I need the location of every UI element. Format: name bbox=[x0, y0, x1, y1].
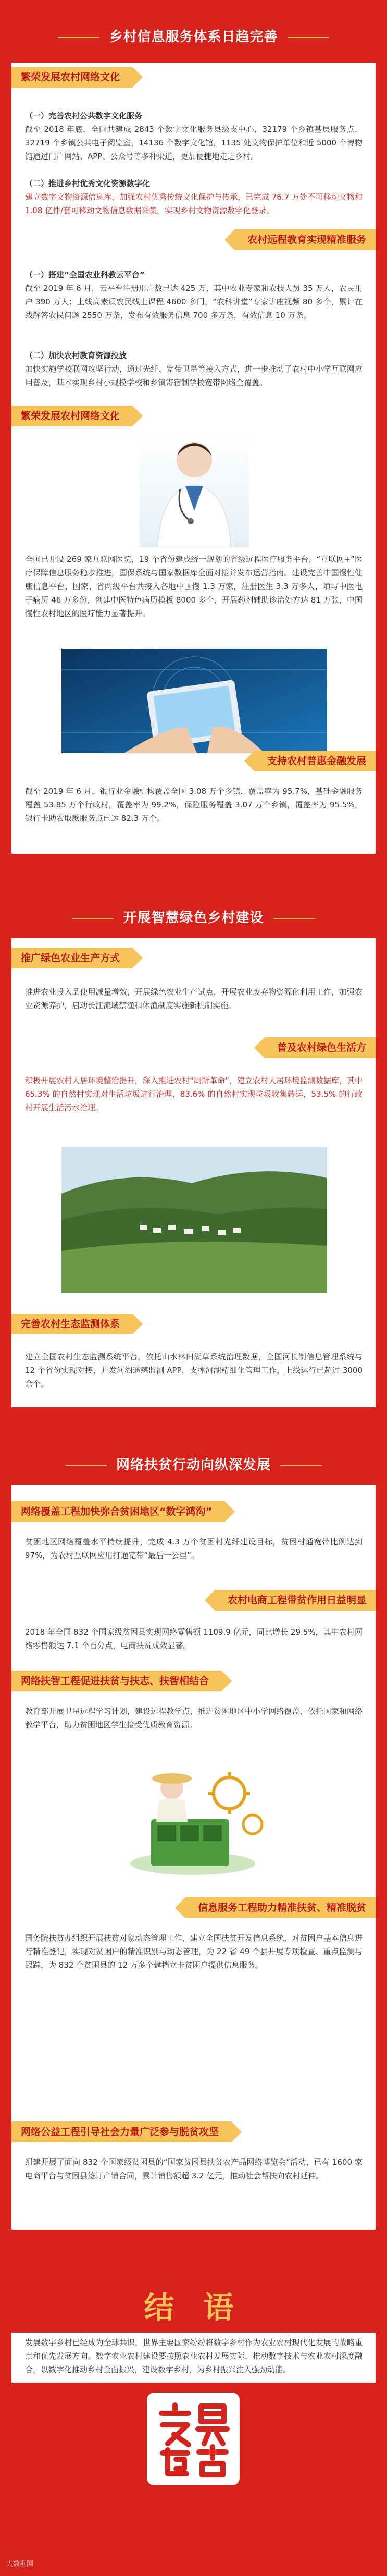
section2-paragraph-1 bbox=[25, 985, 363, 1012]
paragraph-text: 2018 年全国 832 个国家级贫困县实现网络零售额 1109.9 亿元，同比增长 29.5%，其中农村网络零售额达 7.1 个百分点，电商扶贫成效显著。 bbox=[25, 1627, 363, 1650]
section3-tag-charity: 网络公益工程引导社会力量广泛参与脱贫攻坚 bbox=[11, 2121, 231, 2142]
paragraph-text: 建立数字文物资源信息库，加强农村优秀传统文化保护与传承，已完成 76.7 万处不可移动文物和 1.08 亿件/套可移动文物信息数据采集，实现乡村文物资源数字化登录。 bbox=[25, 192, 363, 215]
paragraph-text: 加快实施学校联网攻坚行动，通过光纤、宽带卫星等接入方式，进一步推动了农村中小学互联网应用普及，基本实现乡村小规模学校和乡镇寄宿制学校宽带网络全覆盖。 bbox=[25, 364, 363, 387]
footer-watermark: 大数据网 bbox=[6, 2560, 34, 2568]
section1-tag-finance: 支持农村普惠金融发展 bbox=[255, 751, 376, 771]
section3-paragraph-1 bbox=[25, 1535, 363, 1562]
paragraph-text: 推进农业投入品使用减量增效，开展绿色农业生产试点，开展农业废弃物资源化利用工作，加强农业资源养护，启动长江流域禁渔和休渔制度实施新机制实施。 bbox=[25, 987, 363, 1010]
section3-tag-information: 信息服务工程助力精准扶贫、精准脱贫 bbox=[185, 1897, 376, 1918]
section3-paragraph-5 bbox=[25, 2155, 363, 2182]
section3-paragraph-2 bbox=[25, 1625, 363, 1652]
conclusion-title: 结 语 bbox=[144, 2290, 243, 2325]
section3-tag-coverage: 网络覆盖工程加快弥合贫困地区“数字鸿沟” bbox=[11, 1501, 224, 1522]
section2-tag-ecology: 完善农村生态监测体系 bbox=[11, 1314, 132, 1334]
doctor-illustration bbox=[140, 433, 249, 547]
section1-paragraph-1 bbox=[25, 107, 363, 163]
paragraph-text: 国务院扶贫办组织开展扶贫对象动态管理工作，建立全国扶贫开发信息系统，对贫困户基本信息进行精准登记，实现对贫困户的精准识别与动态管理，为 22 省 49 个县开展专项检查、重点监测与跟踪，为 832 个贫困县的 12 万多个建档立卡贫困户提供信息服务。 bbox=[25, 1933, 363, 1970]
paragraph-text: 积极开展农村人居环境整治提升，深入推进农村“厕所革命”，建立农村人居环境监测数据库，其中 65.3% 的自然村实现对生活垃圾进行治理，83.6% 的自然村实现垃圾收集转运，53.5% 的行政村开展生活污水治理。 bbox=[25, 1076, 363, 1112]
brand-logo bbox=[147, 2393, 240, 2485]
paragraph-text: 截至 2018 年底，全国共建成 2843 个数字文化服务县级支中心，32179 个乡镇基层服务点，32719 个乡镇公共电子阅览室，14136 个数字文化馆，1135 处文物保护单位和近 5000 个博物馆通过门户网站、APP、公众号等多种渠道，更加便捷地走进乡村。 bbox=[25, 125, 363, 161]
section3-tag-ecommerce: 农村电商工程带贫作用日益明显 bbox=[215, 1590, 376, 1611]
paragraph-text: 全国已开设 269 家互联网医院，19 个省份建成统一规划的省级远程医疗服务平台，“互联网+”医疗保障信息服务稳步推进，国保系统与国家数据库全面对接并发布运营指南。建设完善中国慢性健康信息平台，国家、省两级平台共接入各地中国慢 1.3 万家，注册医生 3.3 万多人，填写中医电子病历 46 万多份，创建中医特色病历模板 8000 多个，开展药剂辅助诊治处方达 81 万张，中国慢性农村地区的医疗能力显著提升。 bbox=[25, 555, 363, 618]
section1-title: 乡村信息服务体系日趋完善 bbox=[0, 26, 387, 45]
section3-paragraph-4 bbox=[25, 1931, 363, 1972]
title-left-rule bbox=[58, 37, 99, 38]
title-right-rule bbox=[280, 1465, 322, 1466]
section2-paragraph-3 bbox=[25, 1350, 363, 1391]
paragraph-heading: （二）加快农村教育资源投放 bbox=[25, 351, 127, 360]
section3-paragraph-3 bbox=[25, 1704, 363, 1732]
paragraph-text: 组建开展了面向 832 个国家级贫困县的“国家贫困县扶贫农产品网络博览会”活动，已有 1600 家电商平台与贫困县签订产销合同，累计销售额超 3.2 亿元，推动社会帮扶向农村延伸。 bbox=[25, 2157, 363, 2180]
section2-tag-lifestyle: 普及农村绿色生活方 bbox=[265, 1037, 376, 1058]
section3-tag-intelligence: 网络扶智工程促进扶贫与扶志、扶智相结合 bbox=[11, 1671, 221, 1691]
paragraph-text: 截至 2019 年 6 月，银行业金融机构覆盖全国 3.08 万个乡镇，覆盖率为 95.7%，基础金融服务覆盖 53.85 万个行政村，覆盖率为 99.2%，保险服务覆盖 3.07 万个乡镇，覆盖率为 95.5%，银行卡助农取款服务点已达 82.3 万个。 bbox=[25, 787, 363, 823]
paragraph-text: 发展数字乡村已经成为全球共识，世界主要国家纷纷将数字乡村作为农业农村现代化发展的战略重点和优先发展方向。数字农业农村建设要按照农业农村发展实际，推动数字技术与农业农村深度融合，以数字化推动乡村全面振兴，建设数字乡村，为乡村振兴注入强劲动能。 bbox=[25, 2338, 363, 2374]
village-landscape-photo bbox=[61, 1147, 327, 1293]
paragraph-text: 截至 2019 年 6 月，云平台注册用户数已达 425 万，其中农业专家和农技人员 35 万人，农民用户 390 万人；上线高素质农民线上课程 4600 多门，“农科讲堂”专家讲座视频 80 多个，累计在线解答农民问题 2550 万条，发布有效服务信息 700 多万条，有效信息 10 万条。 bbox=[25, 284, 363, 320]
section1-tag-culture: 繁荣发展农村网络文化 bbox=[11, 67, 132, 88]
section1-paragraph-5 bbox=[25, 553, 363, 620]
paragraph-heading: （一）搭建“全国农业科教云平台” bbox=[25, 270, 145, 279]
paragraph-heading: （二）推进乡村优秀文化资源数字化 bbox=[25, 179, 151, 188]
section1-paragraph-6 bbox=[25, 784, 363, 825]
logo-mark bbox=[147, 2393, 240, 2485]
section3-title: 网络扶贫行动向纵深发展 bbox=[0, 1454, 387, 1474]
title-left-rule bbox=[65, 1465, 107, 1466]
section1-tag-education: 农村远程教育实现精准服务 bbox=[235, 229, 376, 250]
section1-paragraph-2 bbox=[25, 175, 363, 217]
tablet-technology-photo bbox=[61, 649, 327, 753]
paragraph-text: 建立全国农村生态监测系统平台，依托山水林田湖草系统治理数据，全国河长制信息管理系统与 12 个省份实现对接，开发河湖遥感监测 APP，支撑河湖精细化管理工作，上线运行已超过 3000 余个。 bbox=[25, 1352, 363, 1389]
section1-paragraph-3 bbox=[25, 266, 363, 322]
paragraph-text: 贫困地区网络覆盖水平持续提升，完成 4.3 万个贫困村光纤建设目标，贫困村通宽带比例达到 97%，为农村互联网应用打通宽带“最后一公里”。 bbox=[25, 1537, 363, 1560]
section2-paragraph-2 bbox=[25, 1074, 363, 1114]
conclusion-paragraph bbox=[25, 2336, 363, 2376]
section1-tag-health: 繁荣发展农村网络文化 bbox=[11, 406, 132, 426]
paragraph-text: 教育部开展卫星远程学习计划，建设远程教学点，推进贫困地区中小学网络覆盖，依托国家和网络教学平台，助力贫困地区学生接受优质教育资源。 bbox=[25, 1707, 363, 1729]
section1-paragraph-4 bbox=[25, 347, 363, 389]
section2-title: 开展智慧绿色乡村建设 bbox=[0, 907, 387, 926]
title-right-rule bbox=[288, 37, 329, 38]
title-left-rule bbox=[72, 918, 114, 919]
title-right-rule bbox=[273, 918, 315, 919]
farmer-laptop-illustration bbox=[109, 1751, 276, 1882]
paragraph-heading: （一）完善农村公共数字文化服务 bbox=[25, 111, 143, 120]
section2-tag-agriculture: 推广绿色农业生产方式 bbox=[11, 948, 132, 968]
